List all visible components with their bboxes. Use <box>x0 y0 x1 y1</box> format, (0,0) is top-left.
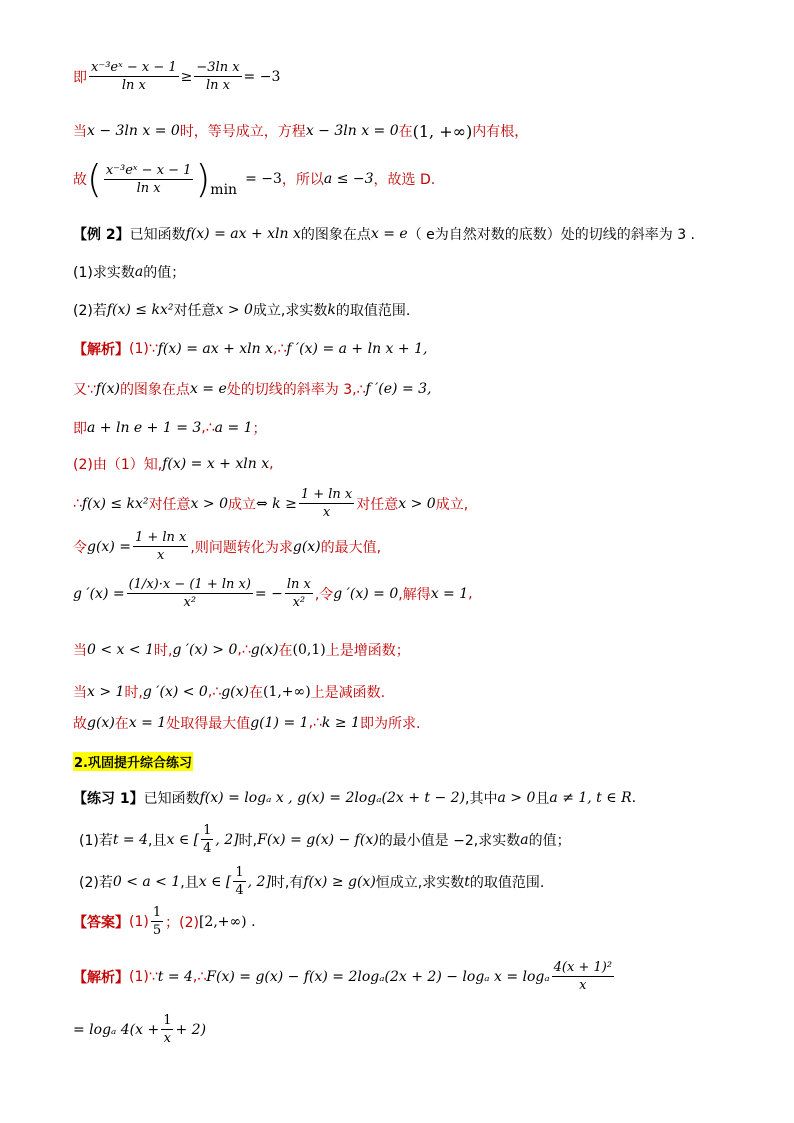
solution-line-1: 【解析】 (1)∵ f(x) = ax + xln x ,∴ f ′(x) = a + ln x + 1, <box>73 341 428 358</box>
fraction: $\frac{\text{4(x + 1)²}}{x}$ <box>553 960 613 993</box>
fraction: $\frac{\text{1 + ln x}}{x}$ <box>300 487 353 520</box>
fraction: $\frac{\text{ln x}}{\text{x²}}$ <box>286 577 311 610</box>
line-2: 当 x − 3ln x = 0 时，等号成立，方程 x − 3ln x = 0 在 (1, +∞) 内有根， <box>73 121 529 141</box>
practice-1-statement: 【练习 1】 已知函数 f(x) = logₐ x , g(x) = 2logₐ(2x + t − 2) ,其中 a > 0 且 a ≠ 1, t ∈ R . <box>73 790 637 807</box>
solution-line-5: ∴ f(x) ≤ kx² 对任意 x > 0 成立 ⇔ k ≥ $\frac{\text{1 + ln x}}{x}$ 对任意 x > 0 成立, <box>73 487 469 520</box>
solution-line-2: 又∵ f(x) 的图象在点 x = e 处的切线的斜率为 3,∴ f ′(e) = 3, <box>73 381 432 398</box>
solution-line-8: 当 0 < x < 1 时, g ′(x) > 0 ,∴ g(x) 在 (0,1) 上是增函数； <box>73 642 410 659</box>
solution-line-7: g ′(x) = $\frac{\text{(1/x)·x − (1 + ln x)}}{\text{x²}}$ = − $\frac{\text{ln x}}{\text{x²}}$ ,令 g ′(x) = 0 ,解得 x = 1 , <box>73 577 473 610</box>
fraction: $\frac{1}{4}$ <box>203 823 212 856</box>
section-title: 2.巩固提升综合练习 <box>73 752 193 771</box>
fraction: $\frac{\text{1 + ln x}}{x}$ <box>134 530 187 563</box>
solution-line-3: 即 a + ln e + 1 = 3 ,∴ a = 1 ； <box>73 420 267 437</box>
solution-line-10: 故 g(x) 在 x = 1 处取得最大值 g(1) = 1 ,∴ k ≥ 1 即为所求. <box>73 715 421 732</box>
fraction: $\frac{1}{x}$ <box>163 1013 172 1046</box>
solution-line-9: 当 x > 1 时, g ′(x) < 0 ,∴ g(x) 在 (1,+∞) 上是减函数. <box>73 684 386 701</box>
fraction: $\frac{\text{(1/x)·x − (1 + ln x)}}{\text{x²}}$ <box>128 577 251 610</box>
example-2-statement: 【例 2】 已知函数 f(x) = ax + xln x 的图象在点 x = e （ e为自然对数的底数）处的切线的斜率为 3 . <box>73 226 696 243</box>
practice-solution-line-2: = logₐ 4(x + $\frac{1}{x}$ + 2) <box>73 1013 207 1046</box>
practice-solution-line-1: 【解析】 (1)∵ t = 4 ,∴ F(x) = g(x) − f(x) = 2logₐ(2x + 2) − logₐ x = logₐ $\frac{\text{4(x + 1)²}}{x}$ <box>73 960 613 993</box>
fraction: $\frac{\text{x⁻³eˣ − x − 1}}{\text{ln x}}$ <box>91 60 177 93</box>
fraction: $\frac{\text{−3ln x}}{\text{ln x}}$ <box>196 60 240 93</box>
line-3: 故 ( $\frac{\text{x⁻³eˣ − x − 1}}{\text{ln x}}$ ) min = −3 ，所以 a ≤ −3 ，故选 D. <box>73 157 436 201</box>
practice-1-question-1: (1)若 t = 4 ,且 x ∈ [ $\frac{1}{4}$ , 2] 时, F(x) = g(x) − f(x) 的最小值是 −2,求实数 a 的值； <box>79 823 571 856</box>
line-1: 即 $\frac{\text{x⁻³eˣ − x − 1}}{\text{ln x}}$ ≥ $\frac{\text{−3ln x}}{\text{ln x}}$ = −3 <box>73 60 281 93</box>
question-2: (2)若 f(x) ≤ kx² 对任意 x > 0 成立,求实数 k 的取值范围. <box>73 302 411 319</box>
answer-line: 【答案】 (1) $\frac{1}{5}$ ；(2) [2,+∞) . <box>73 905 256 938</box>
fraction: $\frac{1}{4}$ <box>235 865 244 898</box>
question-1: (1)求实数 a 的值； <box>73 264 186 281</box>
solution-line-6: 令 g(x) = $\frac{\text{1 + ln x}}{x}$ ,则问题转化为求 g(x) 的最大值, <box>73 530 382 563</box>
solution-line-4: (2)由（1）知, f(x) = x + xln x , <box>73 456 274 473</box>
fraction: $\frac{1}{5}$ <box>152 905 162 938</box>
practice-1-question-2: (2)若 0 < a < 1 ,且 x ∈ [ $\frac{1}{4}$ , 2] 时,有 f(x) ≥ g(x) 恒成立,求实数 t 的取值范围. <box>79 865 545 898</box>
fraction: $\frac{\text{x⁻³eˣ − x − 1}}{\text{ln x}}$ <box>105 162 192 196</box>
